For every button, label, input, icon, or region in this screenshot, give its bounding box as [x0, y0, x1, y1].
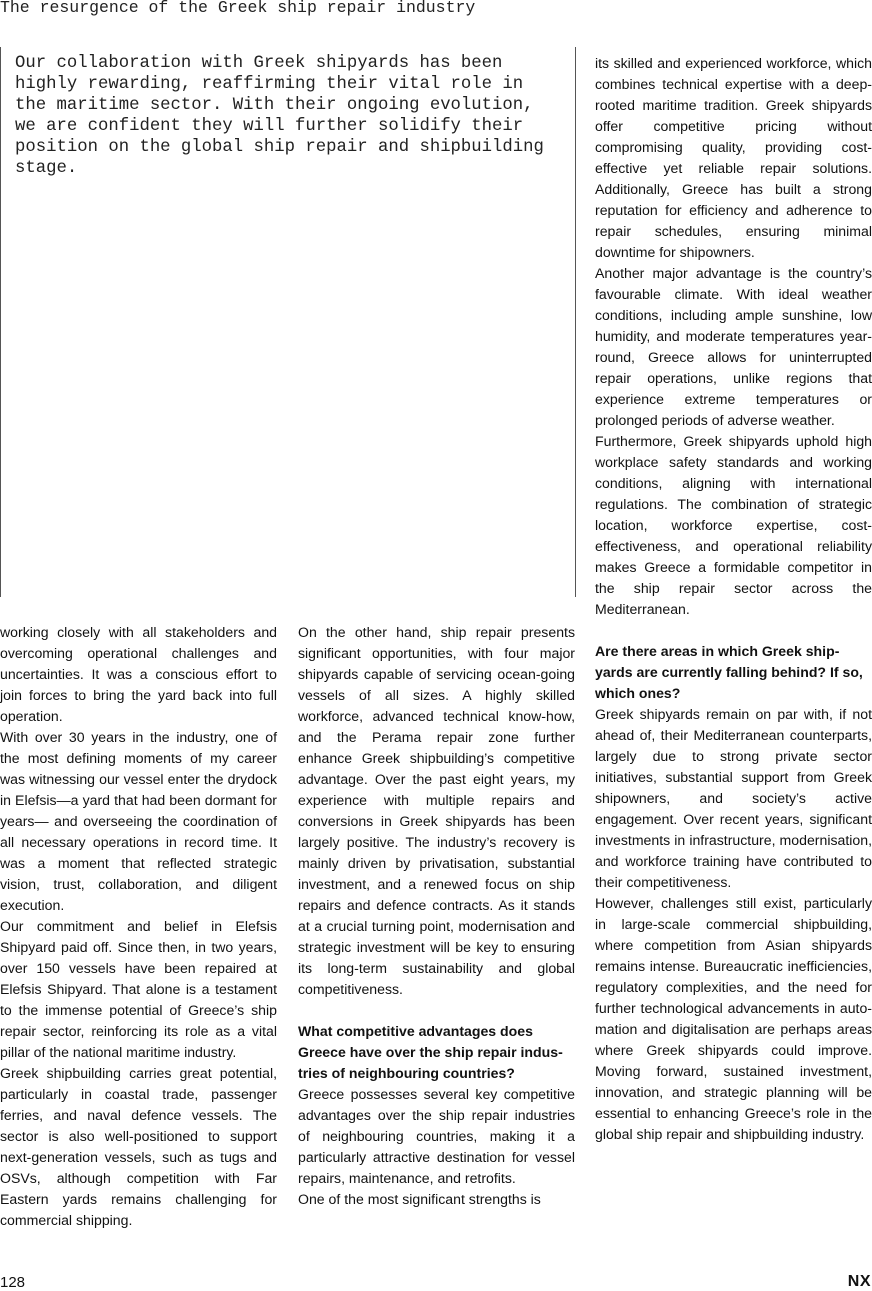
interview-question: Are there areas in which Greek shipyards are currently falling behind? If so, which ones? [595, 643, 863, 701]
article-column-1 [0, 622, 277, 1231]
body-paragraph: However, challenges still exist, particularly in large-scale commercial shipbuilding, where competition from Asian shipyards remains intense. Bureaucratic inefficiencies, regulatory complexities, and the need for further technological advancements in automation and digitalisation are perhaps areas where Greek shipyards could improve. Moving forward, sustained investment, innovation, and strategic planning will be essential to enhancing Greece’s role in the global ship repair and shipbuilding industry. [595, 895, 872, 1142]
body-paragraph: With over 30 years in the industry, one of the most defining moments of my career was witnessing our vessel enter the drydock in Elefsis—a yard that had been dormant for years— and overseeing the coordination of all necessary operations in record time. It was a moment that reflected strategic vision, trust, collaboration, and diligent execution. [0, 729, 277, 913]
article-column-2 [298, 622, 575, 1210]
body-paragraph: its skilled and experienced workforce, which combines technical expertise with a deep-rooted maritime tradition. Greek shipyards offer competitive pricing without compromising quality, providing cost-effective yet reliable repair solutions. Additionally, Greece has built a strong reputation for efficiency and adherence to repair schedules, ensuring minimal downtime for shipowners. [595, 55, 872, 260]
page-number: 128 [0, 1274, 26, 1291]
body-paragraph: Another major advantage is the country’s favourable climate. With ideal weather conditions, including ample sunshine, low humidity, and moderate temperatures year-round, Greece allows for uninterrupted repair operations, unlike regions that experience extreme temperatures or prolonged periods of adverse weather. [595, 265, 872, 428]
body-paragraph: Greek shipyards remain on par with, if not ahead of, their Mediterranean counterparts, largely due to strong private sector initiatives, substantial support from Greek shipowners, and society’s active engagement. Over recent years, significant investments in infrastructure, modernisation, and workforce training have contributed to their competitiveness. [595, 706, 872, 890]
body-paragraph: Greek shipbuilding carries great potential, particularly in coastal trade, passenger ferries, and naval defence vessels. The sector is also well-positioned to support next-generation vessels, such as tugs and OSVs, although competition with Far Eastern yards remains challenging for commercial shipping. [0, 1065, 277, 1228]
body-paragraph: Our commitment and belief in Elefsis Shipyard paid off. Since then, in two years, over 150 vessels have been repaired at Elefsis Shipyard. That alone is a testament to the immense potential of Greece’s ship repair sector, reinforcing its role as a vital pillar of the national maritime industry. [0, 918, 277, 1060]
body-paragraph: One of the most significant strengths is [298, 1191, 541, 1207]
pull-quote-box [0, 47, 576, 597]
publication-logo: NX [847, 1273, 871, 1290]
body-paragraph: Furthermore, Greek shipyards uphold high workplace safety standards and working conditions, aligning with international regulations. The combination of strategic location, workforce expertise, cost-effectiveness, and operational reliability makes Greece a formidable competitor in the ship repair sector across the Mediterranean. [595, 433, 872, 617]
body-paragraph: Greece possesses several key competitive advantages over the ship repair industries of neighbouring countries, making it a particularly attractive destination for vessel repairs, maintenance, and retrofits. [298, 1086, 575, 1186]
running-title: The resurgence of the Greek ship repair industry [0, 0, 476, 17]
body-paragraph: On the other hand, ship repair presents significant opportunities, with four major shipyards capable of servicing ocean-going vessels of all sizes. A highly skilled workforce, advanced technical know-how, and the Perama repair zone further enhance Greek shipbuilding’s competitive advantage. Over the past eight years, my experience with multiple repairs and conversions in Greek shipyards has been largely positive. The industry’s recovery is mainly driven by privatisation, substantial investment, and a renewed focus on ship repairs and defence contracts. As it stands at a crucial turning point, modernisation and strategic investment will be key to ensuring its long-term sustainability and global competitiveness. [298, 624, 575, 997]
body-paragraph: working closely with all stakeholders and overcoming operational challenges and uncertainties. It was a conscious effort to join forces to bring the yard back into full operation. [0, 624, 277, 724]
pull-quote: Our collaboration with Greek shipyards has been highly rewarding, reaffirming their vital role in the maritime sector. With their ongoing evolution, we are confident they will further solidify their position on the global ship repair and shipbuilding stage. [15, 54, 544, 178]
interview-question: What competitive advantages does Greece have over the ship repair industries of neighbouring countries? [298, 1023, 563, 1081]
article-column-3 [595, 53, 872, 1145]
